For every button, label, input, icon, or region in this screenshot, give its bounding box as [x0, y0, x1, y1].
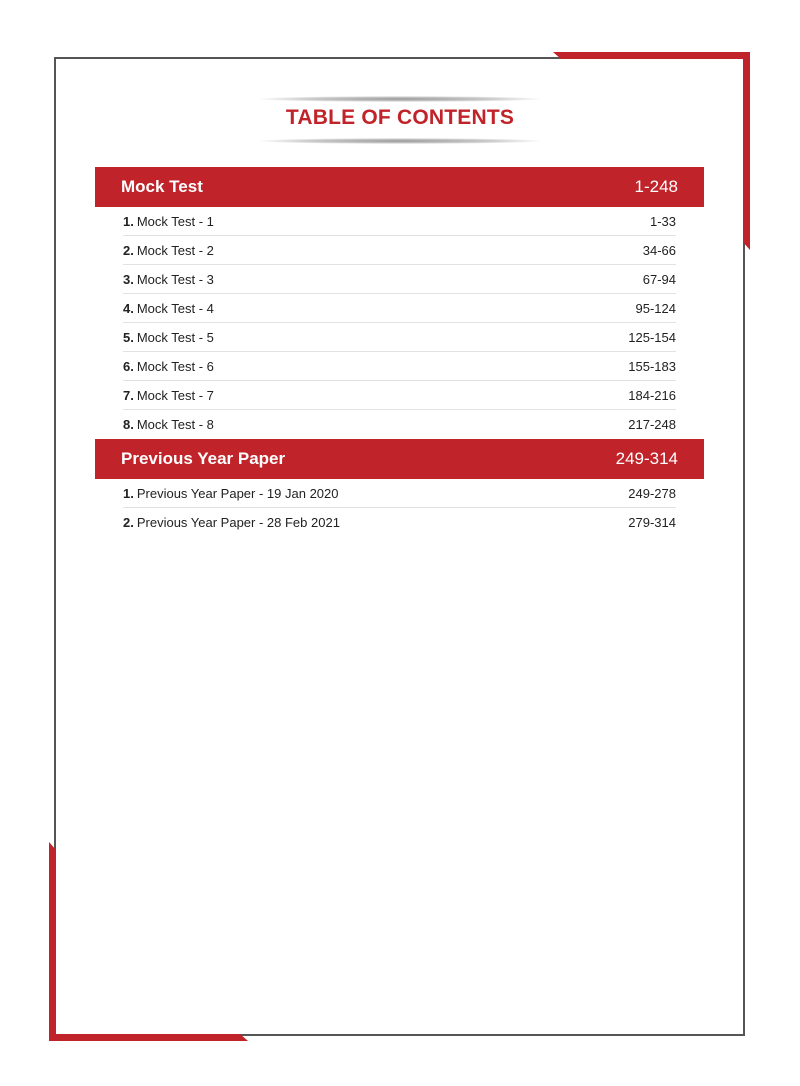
section-mock-test	[95, 167, 704, 439]
entry-pages: 1-33	[649, 213, 676, 229]
toc-entry[interactable]	[123, 381, 676, 410]
toc-entry[interactable]	[123, 479, 676, 508]
entry-number: 2.	[123, 242, 134, 258]
section-entries	[95, 479, 704, 537]
toc-entry[interactable]	[123, 352, 676, 381]
page-title: TABLE OF CONTENTS	[285, 106, 515, 129]
entry-label: Mock Test - 6	[136, 358, 214, 374]
entry-pages: 34-66	[642, 242, 676, 258]
entry-pages: 249-278	[628, 485, 676, 501]
entry-label: Mock Test - 5	[136, 329, 214, 345]
corner-accent-bottom-left-vertical	[49, 842, 56, 1041]
entry-pages: 279-314	[628, 515, 676, 530]
entry-number: 1.	[123, 485, 134, 501]
entry-number: 3.	[123, 271, 134, 287]
entry-number: 1.	[123, 213, 134, 229]
entry-label: Mock Test - 2	[136, 242, 214, 258]
entry-number: 8.	[123, 417, 134, 432]
title-rule-top	[258, 96, 542, 102]
entry-number: 4.	[123, 300, 134, 316]
entry-label: Mock Test - 1	[136, 213, 214, 229]
section-header[interactable]	[95, 439, 704, 479]
entry-label: Mock Test - 7	[136, 387, 214, 403]
entry-number: 6.	[123, 358, 134, 374]
title-rule-bottom	[258, 138, 542, 144]
title-banner	[258, 96, 542, 146]
toc-entry[interactable]	[123, 207, 676, 236]
toc-entry[interactable]	[123, 236, 676, 265]
entry-pages: 155-183	[628, 358, 676, 374]
section-previous-year-paper	[95, 439, 704, 537]
corner-accent-top-right-vertical	[743, 52, 750, 250]
entry-pages: 95-124	[635, 300, 676, 316]
toc-entry[interactable]	[123, 323, 676, 352]
toc-entry[interactable]	[123, 265, 676, 294]
entry-number: 7.	[123, 387, 134, 403]
table-of-contents	[95, 167, 704, 537]
corner-accent-bottom-left	[49, 1034, 248, 1041]
entry-pages: 217-248	[628, 417, 676, 432]
section-title: Previous Year Paper	[121, 449, 286, 468]
entry-pages: 184-216	[628, 387, 676, 403]
entry-label: Mock Test - 4	[136, 300, 214, 316]
section-header[interactable]	[95, 167, 704, 207]
toc-entry[interactable]	[123, 294, 676, 323]
toc-entry[interactable]	[123, 410, 676, 439]
entry-label: Previous Year Paper - 19 Jan 2020	[136, 485, 339, 501]
entry-label: Previous Year Paper - 28 Feb 2021	[136, 515, 340, 530]
entry-number: 5.	[123, 329, 134, 345]
entry-label: Mock Test - 3	[136, 271, 214, 287]
section-page-range: 1-248	[634, 177, 678, 196]
section-title: Mock Test	[121, 177, 203, 196]
section-page-range: 249-314	[615, 449, 678, 468]
section-entries	[95, 207, 704, 439]
entry-pages: 67-94	[642, 271, 676, 287]
entry-number: 2.	[123, 515, 134, 530]
entry-label: Mock Test - 8	[136, 417, 214, 432]
corner-accent-top-right	[553, 52, 750, 59]
toc-entry[interactable]	[123, 508, 676, 537]
entry-pages: 125-154	[628, 329, 676, 345]
